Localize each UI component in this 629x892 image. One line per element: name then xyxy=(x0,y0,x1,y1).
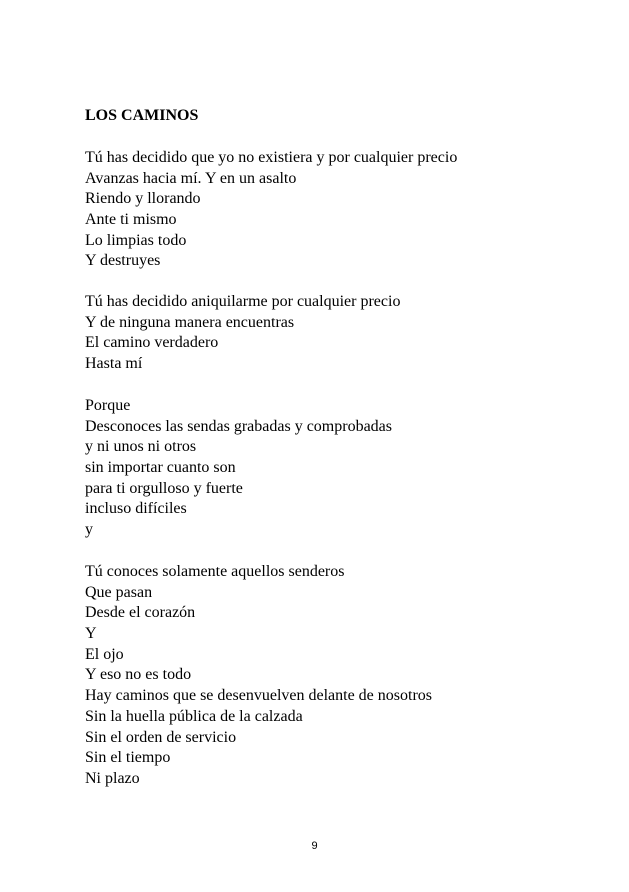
poem-line: Y eso no es todo xyxy=(85,666,192,684)
poem-line: sin importar cuanto son xyxy=(85,459,236,477)
stanza-2 xyxy=(85,292,400,375)
poem-line: para ti orgulloso y fuerte xyxy=(85,479,243,497)
stanza-3 xyxy=(85,396,392,541)
poem-line: Ni plazo xyxy=(85,769,140,787)
poem-line: Y destruyes xyxy=(85,252,161,270)
poem-line: Sin la huella pública de la calzada xyxy=(85,707,303,725)
poem-line: incluso difíciles xyxy=(85,500,187,518)
poem-line: Desde el corazón xyxy=(85,604,196,622)
poem-line: Tú conoces solamente aquellos senderos xyxy=(85,563,345,580)
stanza-4 xyxy=(85,562,432,790)
poem-line: Tú has decidido que yo no existiera y por cualquier precio xyxy=(85,149,458,166)
poem-line: Ante ti mismo xyxy=(85,211,177,229)
poem-line: Desconoces las sendas grabadas y comprobadas xyxy=(85,417,393,435)
poem-line: Lo limpias todo xyxy=(85,231,187,249)
poem-line: Avanzas hacia mí. Y en un asalto xyxy=(85,169,297,187)
poem-line: Sin el orden de servicio xyxy=(85,728,237,746)
poem-line: Y de ninguna manera encuentras xyxy=(85,313,295,331)
poem-line: Sin el tiempo xyxy=(85,749,171,767)
poem-line: Riendo y llorando xyxy=(85,190,201,208)
poem-line: Tú has decidido aniquilarme por cualquier precio xyxy=(85,293,401,310)
poem-title: LOS CAMINOS xyxy=(85,107,199,124)
stanza-1 xyxy=(85,148,457,272)
poem-line: El ojo xyxy=(85,645,124,663)
poem-line: y xyxy=(85,521,93,539)
poem-line: y ni unos ni otros xyxy=(85,438,197,456)
poem-line: El camino verdadero xyxy=(85,334,219,352)
poem-line: Porque xyxy=(85,397,131,414)
poem-line: Que pasan xyxy=(85,583,153,601)
poem-line: Hasta mí xyxy=(85,355,143,373)
poem-line: Y xyxy=(85,625,97,643)
poem-line: Hay caminos que se desenvuelven delante de nosotros xyxy=(85,687,433,705)
page-number: 9 xyxy=(311,840,318,852)
